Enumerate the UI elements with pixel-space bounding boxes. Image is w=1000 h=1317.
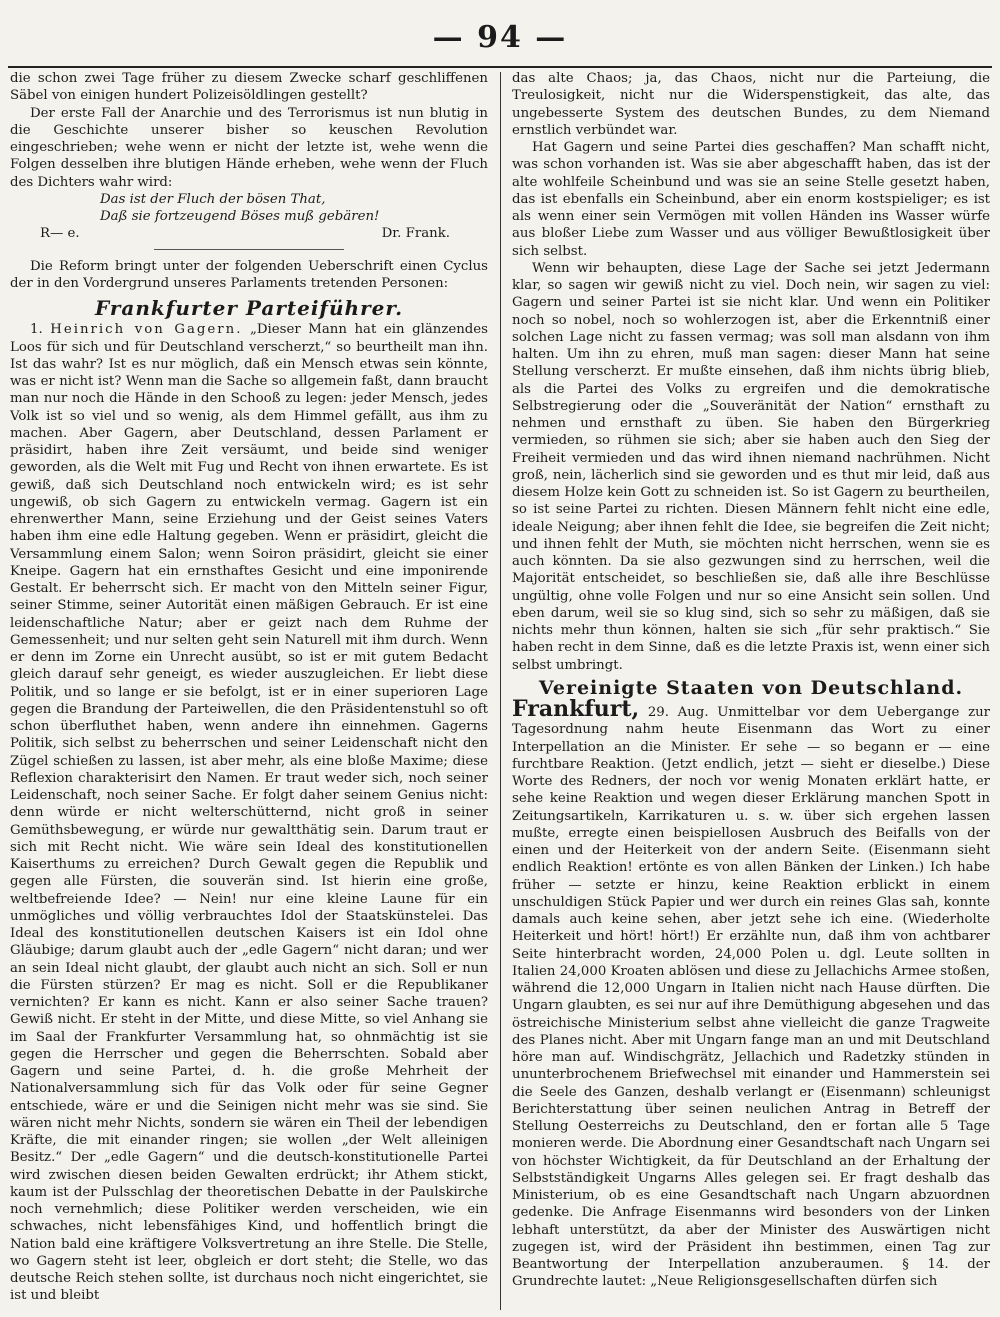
entry-name: Heinrich von Gagern. — [50, 322, 243, 338]
entry-number: 1. — [30, 322, 43, 338]
poem-line: Daß sie fortzeugend Böses muß gebären! — [100, 209, 380, 224]
paragraph-gagern — [10, 321, 488, 1304]
paragraph-gagern-partei: Hat Gagern und seine Partei dies geschaffen? Man schafft nicht, was schon vorhanden ist. Was sie aber abgeschafft haben, das ist der alte wohlfeile Scheinbund und was sie an seine Stelle gesetzt haben, das ist ebenfalls ein Scheinbund, aber ein enorm kostspieliger; es ist als wenn einer sein Vermögen mit vollen Händen ins Wasser würfe aus bloßer Liebe zum Wasser und aus völliger Bewußtlosigkeit über sich selbst. — [512, 140, 990, 259]
signature-author: Dr. Frank. — [381, 226, 450, 242]
paragraph-reform: Die Reform bringt unter der folgenden Ueberschrift einen Cyclus der in den Vordergrund unseres Parlaments tretenden Personen: — [10, 258, 488, 291]
header-rule — [8, 66, 992, 68]
paragraph-chaos: das alte Chaos; ja, das Chaos, nicht nur die Parteiung, die Treulosigkeit, nicht nur die Widerspenstigkeit, das alte, das ungebesserte System des deutschen Bundes, zu dem Niemand ernstlich verbündet war. — [512, 71, 990, 138]
signature-initials: R— e. — [40, 226, 80, 242]
poem-quote — [100, 191, 488, 226]
signature-line — [10, 225, 488, 242]
poem-line: Das ist der Fluch der bösen That, — [100, 191, 326, 207]
separator-rule — [154, 249, 344, 250]
paragraph-frankfurt — [512, 696, 991, 1291]
dateline-city: Frankfurt, — [512, 696, 640, 722]
paragraph-anarchie: Der erste Fall der Anarchie und des Terrorismus ist nun blutig in die Geschichte unserer bisher so keuschen Revolution eingeschrieben; wehe wenn er nicht der letzte ist, wehe wenn die Folgen desselben ihre blutigen Hände erheben, wehe wenn der Fluch des Dichters wahr wird: — [10, 105, 488, 190]
column-divider — [500, 72, 501, 1310]
page-number: — 94 — — [432, 20, 568, 55]
right-column — [512, 70, 990, 1291]
left-column — [10, 70, 488, 1305]
entry-text: „Dieser Mann hat ein glänzendes Loos für sich und für Deutschland verscherzt,“ so beurtheilt man ihn. Ist das wahr? Ist es nur möglich, daß ein Mensch etwas sein könnte, was er nicht ist? Wenn man die Sache so allgemein faßt, dann braucht man nur noch die Hände in den Schooß zu legen: jeder Mensch, jedes Volk ist so viel und so wenig, als dem Himmel gefällt, aus ihm zu machen. Aber Gagern, aber Deutschland, dessen Parlament er präsidirt, haben ihre Zeit versäumt, und beide sind weniger geworden, als die Welt mit Fug und Recht von ihnen erwartete. Es ist gewiß, daß sich Deutschland noch entwickeln wird; es ist sehr ungewiß, ob sich Gagern zu entwickeln vermag. Gagern ist ein ehrenwerther Mann, seine Erziehung und der Geist seines Vaters haben ihm eine edle Haltung gegeben. Wenn er präsidirt, gleicht die Versammlung einem Salon; wenn Soiron präsidirt, gleicht sie einer Kneipe. Gagern hat ein ernsthaftes Gesicht und eine imponirende Gestalt. Er beherrscht sich. Er macht von den Mitteln seiner Figur, seiner Stimme, seiner Autorität einen mäßigen Gebrauch. Er ist eine leidenschaftliche Natur; aber er geizt nach dem Ruhme der Gemessenheit; und nur selten geht sein Naturell mit ihm durch. Wenn er denn im Zorne ein Unrecht ausübt, so ist er mit gutem Bedacht gleich darauf sehr geneigt, es wieder auszugleichen. Er liebt diese Politik, und so lange er sie befolgt, ist er in einer superioren Lage gegen die Brandung der Parteiwellen, die den Präsidentenstuhl so oft schon überfluthet haben, wenn andere ihn einnehmen. Gagerns Politik, sich selbst zu beherrschen und seiner Leidenschaft nicht den Zügel schießen zu lassen, ist aber mehr, als eine bloße Maxime; diese Reflexion charakterisirt den Namen. Er traut weder sich, noch seiner Leidenschaft, noch seiner Sache. Er folgt daher seinem Genius nicht: denn würde er nicht welterschütternd, nicht groß in seiner Gemüthsbewegung, er würde nur gewaltthätig sein. Darum traut er sich mit Recht nicht. Wie wäre sein Ideal des konstitutionellen Kaiserthums zu erreichen? Durch Gewalt gegen die Republik und gegen alle Fürsten, die souverän sind. Ist hierin eine große, weltbefreiende Idee? — Nein! nur eine kleine Laune für ein unmögliches und völlig verbrauchtes Idol der Staatskünstelei. Das Ideal des konstitutionellen deutschen Kaisers ist ein Idol ohne Gläubige; darum glaubt auch der „edle Gagern“ nicht daran; und wer an sein Ideal nicht glaubt, der glaubt auch nicht an sich. Soll er nun die Fürsten stürzen? Er mag es nicht. Soll er die Republikaner vernichten? Er kann es nicht. Kann er also seiner Sache trauen? Gewiß nicht. Er steht in der Mitte, und diese Mitte, so viel Anhang sie im Saal der Frankfurter Versammlung hat, so ohnmächtig ist sie gegen die Herrscher und gegen die Beherrschten. Sobald aber Gagern und seine Partei, d. h. die große Mehrheit der Nationalversammlung sich für das Volk oder für seine Gegner entschiede, wäre er und die Seinigen nicht mehr was sie sind. Sie wären nicht mehr Nichts, sondern sie wären ein Theil der lebendigen Kräfte, die mit einander ringen; sie wollen „der Welt alleinigen Besitz.“ Der „edle Gagern“ und die deutsch-konstitutionelle Partei wird zwischen diesen beiden Gewalten erdrückt; ihr Athem stickt, kaum ist der Pulsschlag der theoretischen Debatte in der Paulskirche noch vernehmlich; diese Politiker werden verscheiden, wie ein schwaches, nicht lebensfähiges Kind, und hoffentlich bringt die Nation bald eine kräftigere Volksvertretung an ihre Stelle. Die Stelle, wo Gagern steht ist leer, obgleich er dort steht; die Stelle, wo das deutsche Reich stehen sollte, ist durchaus noch nicht eingerichtet, sie ist und bleibt — [10, 322, 489, 1304]
dateline-date: 29. Aug. — [647, 705, 709, 720]
paragraph-behaupten: Wenn wir behaupten, diese Lage der Sache sei jetzt Jedermann klar, so sagen wir gewiß nicht zu viel. Doch nein, wir sagen zu viel: Gagern und seiner Partei ist sie nicht klar. Und wenn ein Politiker noch so nobel, noch so wohlerzogen ist, aber die Erkenntniß einer solchen Lage nicht zu fassen vermag; was soll man alsdann von ihm halten. Um ihn zu ehren, muß man sagen: dieser Mann hat seine Stellung verscherzt. Er mußte einsehen, daß ihm nichts übrig blieb, als die Partei des Volks zu ergreifen und die demokratische Selbstregierung oder die „Souveränität der Nation“ ernsthaft zu nehmen und ernsthaft zu üben. Sie haben den Bürgerkrieg vermieden, so rühmen sie sich; aber sie haben auch den Sieg der Freiheit vermieden und das wird ihnen niemand nachrühmen. Nicht groß, nein, lächerlich sind sie geworden und es thut mir leid, daß aus diesem Holze kein Gott zu schneiden ist. So ist Gagern zu beurtheilen, so ist seine Partei zu richten. Diesen Männern fehlt nicht eine edle, ideale Neigung; aber ihnen fehlt die Idee, sie begreifen die Zeit nicht; und ihnen fehlt der Muth, sie möchten nicht herrschen, wenn sie es auch könnten. Da sie also gezwungen sind zu herrschen, weil die Majorität entscheidet, so beschließen sie, daß alle ihre Beschlüsse ungültig, ohne volle Folgen und nur so eine Ansicht sein sollen. Und eben darum, weil sie so klug sind, sich so sehr zu mäßigen, daß sie nichts mehr thun können, halten sie sich „für sehr praktisch.“ Sie haben recht in dem Sinne, daß es die letzte Praxis ist, wenn einer sich selbst umbringt. — [512, 260, 990, 673]
section-heading: Vereinigte Staaten von Deutschland. — [538, 676, 964, 699]
report-text: Unmittelbar vor dem Uebergange zur Tagesordnung nahm heute Eisenmann das Wort zu einer Interpellation an die Minister. Er sehe — so begann er — eine furchtbare Reaktion. (Jetzt endlich, jetzt — sieht er dieselbe.) Diese Worte des Redners, der noch vor wenig Monaten erklärt hatte, er sehe keine Reaktion und wegen dieser Erklärung manchen Spott in Zeitungsartikeln, Karrikaturen u. s. w. über sich ergehen lassen mußte, erregte einen beispiellosen Ausbruch des Beifalls von der einen und der Heiterkeit von der andern Seite. (Eisenmann sieht endlich Reaktion! ertönte es von allen Bänken der Linken.) Ich habe früher — setzte er hinzu, keine Reaktion erblickt in einem unschuldigen Stück Papier und wer durch ein reines Glas sah, konnte damals auch keine sehen, aber jetzt sehe ich eine. (Wiederholte Heiterkeit und hört! hört!) Er erzählte nun, daß ihm von achtbarer Seite hinterbracht worden, 24,000 Polen u. dgl. Leute sollten in Italien 24,000 Kroaten ablösen und diese zu Jellachichs Armee stoßen, während die 12,000 Ungarn in Italien nicht nach Hause dürften. Die Ungarn glaubten, es sei nur auf ihre Demüthigung abgesehen und das östreichische Ministerium selbst ahne vielleicht die ganze Tragweite des Planes nicht. Aber mit Ungarn fange man an und mit Deutschland höre man auf. Windischgrätz, Jellachich und Radetzky stünden in ununterbrochenem Briefwechsel mit einander und Hammerstein sei die Seele des Ganzen, deshalb verlangt er (Eisenmann) schleunigst Berichterstattung über seinen neulichen Antrag in Betreff der Stellung Oesterreichs zu Deutschland, den er fortan alle 5 Tage monieren werde. Die Abordnung einer Gesandtschaft nach Ungarn sei von höchster Wichtigkeit, da für Deutschland an der Erhaltung der Selbstständigkeit Ungarns Alles gelegen sei. Er fragt deshalb das Ministerium, ob es eine Gesandtschaft nach Ungarn abzuordnen gedenke. Die Anfrage Eisenmanns wird besonders von der Linken lebhaft unterstützt, da aber der Minister des Auswärtigen nicht zugegen ist, wird der Präsident ihn bestimmen, einen Tag zur Beantwortung der Interpellation anzuberaumen. § 14. der Grundrechte lautet: „Neue Religionsgesellschaften dürfen sich — [512, 705, 991, 1290]
article-heading: Frankfurter Parteiführer. — [94, 296, 404, 320]
paragraph-intro: die schon zwei Tage früher zu diesem Zwecke scharf geschliffenen Säbel von einigen hundert Polizeisöldlingen gestellt? — [10, 71, 488, 104]
